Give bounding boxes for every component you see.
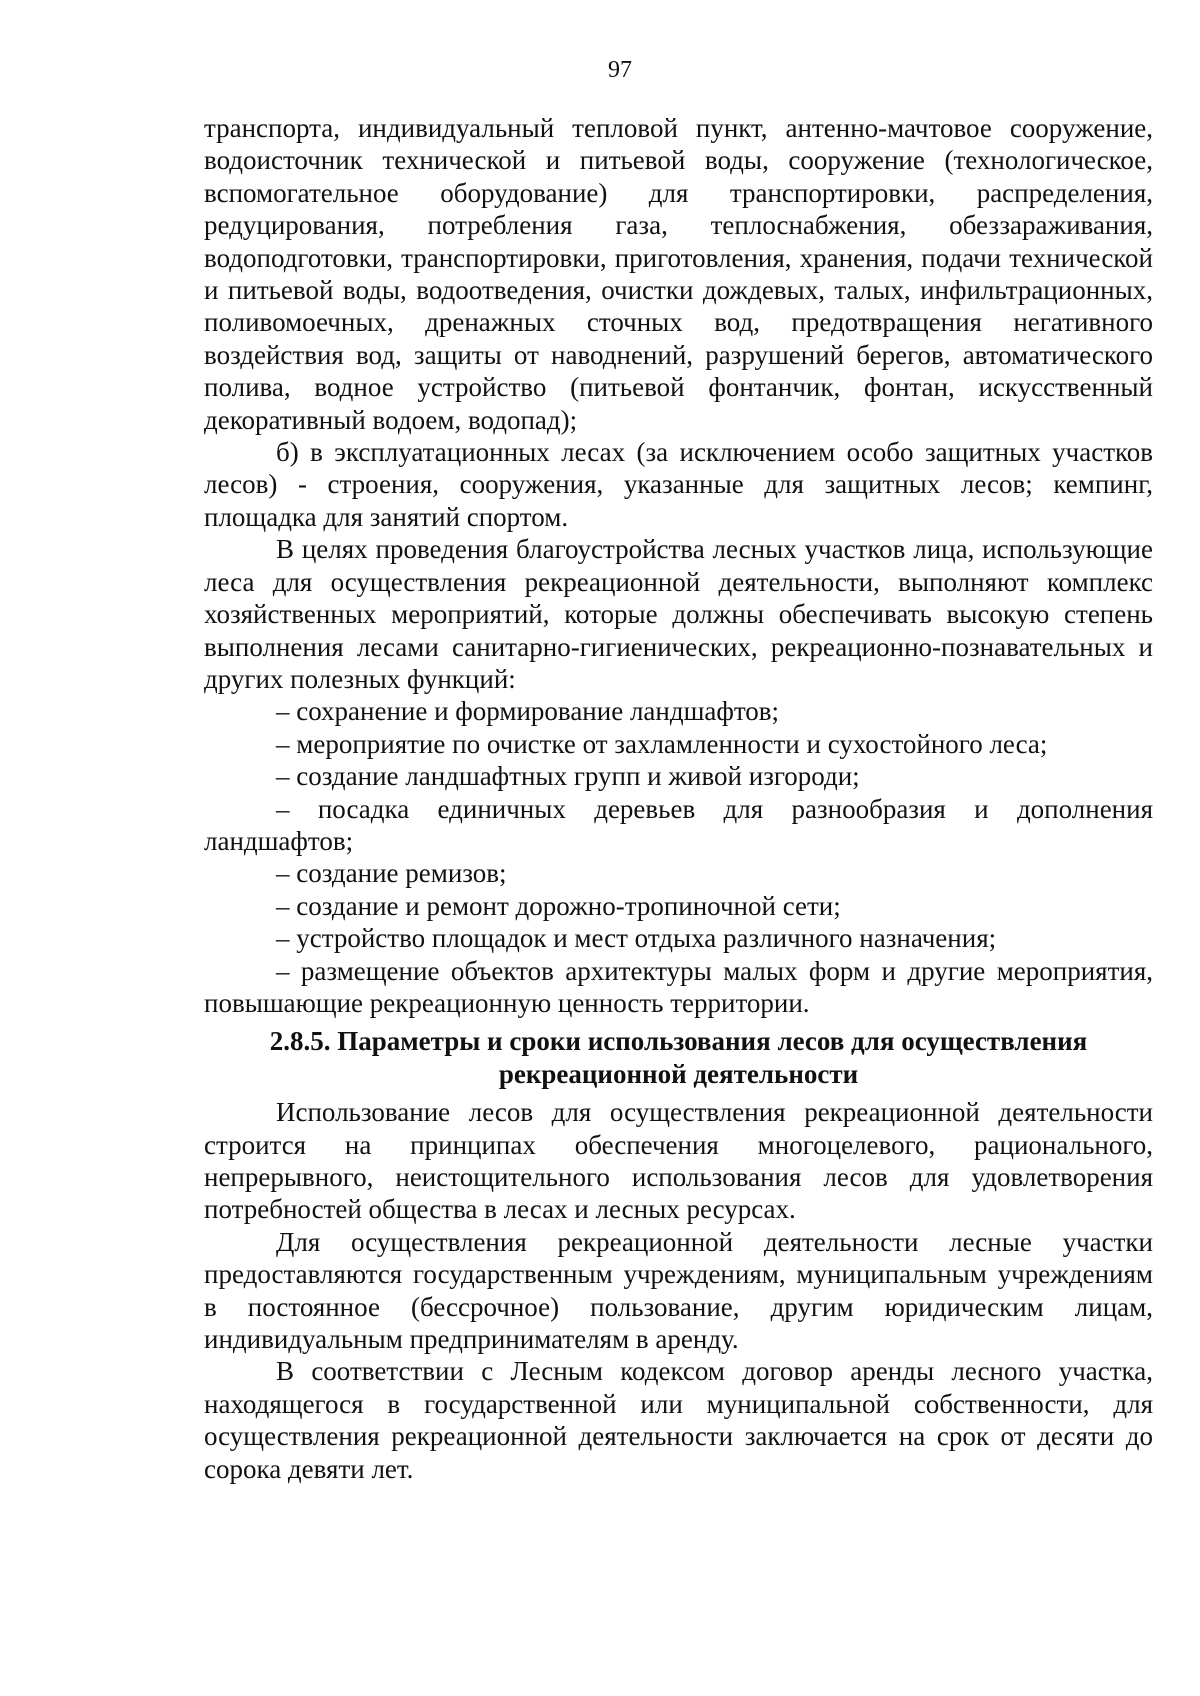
document-body (204, 112, 1153, 1485)
list-item: – мероприятие по очистке от захламленности и сухостойного леса; (276, 728, 1048, 759)
paragraph-continuation: транспорта, индивидуальный тепловой пункт, антенно-мачтовое сооружение, водоисточник технической и питьевой воды, сооружение (технологическое, вспомогательное оборудование) для транспортировки, распределения, редуцирования, потребления газа, теплоснабжения, обеззараживания, водоподготовки, транспортировки, приготовления, хранения, подачи технической и питьевой воды, водоотведения, очистки дождевых, талых, инфильтрационных, поливомоечных, дренажных сточных вод, предотвращения негативного воздействия вод, защиты от наводнений, разрушений берегов, автоматического полива, водное устройство (питьевой фонтанчик, фонтан, искусственный декоративный водоем, водопад); (204, 113, 1153, 435)
paragraph-principles: Использование лесов для осуществления рекреационной деятельности строится на принципах обеспечения многоцелевого, рационального, непрерывного, неистощительного использования лесов для удовлетворения потребностей общества в лесах и лесных ресурсах. (204, 1097, 1153, 1225)
section-heading-line: 2.8.5. Параметры и сроки использования лесов для осуществления (269, 1026, 1088, 1057)
list-item: – создание и ремонт дорожно-тропиночной сети; (276, 890, 841, 921)
paragraph-exploitation-forests: б) в эксплуатационных лесах (за исключением особо защитных участков лесов) - строения, сооружения, указанные для защитных лесов; кемпинг, площадка для занятий спортом. (204, 437, 1153, 532)
page-number: 97 (608, 57, 632, 83)
section-heading-line: рекреационной деятельности (498, 1058, 859, 1089)
list-item: – создание ремизов; (276, 858, 507, 889)
list-item: – сохранение и формирование ландшафтов; (276, 696, 780, 727)
paragraph-provision: Для осуществления рекреационной деятельности лесные участки предоставляются государственным учреждениям, муниципальным учреждениям в постоянное (бессрочное) пользование, другим юридическим лицам, индивидуальным предпринимателям в аренду. (204, 1226, 1153, 1355)
paragraph-landscaping-measures: В целях проведения благоустройства лесных участков лица, использующие леса для осуществления рекреационной деятельности, выполняют комплекс хозяйственных мероприятий, которые должны обеспечивать высокую степень выполнения лесами санитарно-гигиенических, рекреационно-познавательных и других полезных функций: (204, 534, 1153, 694)
list-item: – размещение объектов архитектуры малых форм и другие мероприятия, повышающие рекреационную ценность территории. (204, 955, 1153, 1018)
list-item: – посадка единичных деревьев для разнообразия и дополнения ландшафтов; (204, 793, 1153, 856)
list-item: – устройство площадок и мест отдыха различного назначения; (276, 923, 997, 954)
paragraph-lease-term: В соответствии с Лесным кодексом договор аренды лесного участка, находящегося в государственной или муниципальной собственности, для осуществления рекреационной деятельности заключается на срок от десяти до сорока девяти лет. (204, 1356, 1153, 1484)
section-heading (204, 1025, 1153, 1090)
list-item: – создание ландшафтных групп и живой изгороди; (276, 761, 860, 792)
